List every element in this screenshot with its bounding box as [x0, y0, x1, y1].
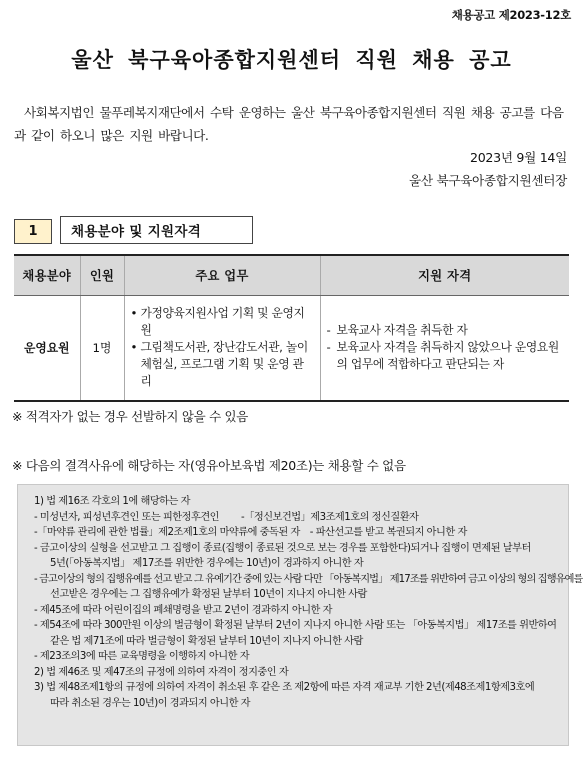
- disqualification-intro-note: ※ 다음의 결격사유에 해당하는 자(영유아보육법 제20조)는 채용할 수 없음: [12, 458, 406, 473]
- disq-item-2: 2) 법 제46조 및 제47조의 규정에 의하여 자격이 정지중인 자: [34, 666, 289, 678]
- disq-subitem: - 제54조에 따라 300만원 이상의 벌금형이 확정된 날부터 2년이 지나지 아니한 사람 또는 「아동복지법」 제17조를 위반하여: [34, 620, 557, 631]
- organization-signature: 울산 북구육아종합지원센터장: [409, 173, 567, 188]
- header-field: 채용분야: [14, 255, 80, 295]
- announcement-date: 2023년 9월 14일: [470, 150, 567, 165]
- duties-list: [125, 305, 320, 390]
- disq-subitem: - 미성년자, 피성년후견인 또는 피한정후견인: [34, 511, 220, 523]
- no-qualified-note: ※ 적격자가 없는 경우 선발하지 않을 수 있음: [12, 409, 249, 424]
- cell-duties: [124, 295, 320, 401]
- disq-item-1-title: 1) 법 제16조 각호의 1에 해당하는 자: [34, 496, 190, 507]
- disq-item-3: 3) 법 제48조제1항의 규정에 의하여 자격이 취소된 후 같은 조 제2항에 따른 자격 재교부 기한 2년(제48조제1항제3호에: [34, 682, 535, 693]
- page-title: 울산 북구육아종합지원센터 직원 채용 공고: [71, 48, 512, 72]
- table-header-row: [14, 255, 569, 295]
- header-qualifications: 지원 자격: [320, 255, 569, 295]
- disq-line: [30, 525, 560, 541]
- disq-line: [30, 510, 560, 526]
- disq-subitem-cont: 같은 법 제71조에 따라 벌금형이 확정된 날부터 10년이 지나지 아니한 사람: [50, 635, 363, 647]
- disq-subitem: -「마약류 관리에 관한 법률」제2조제1호의 마약류에 중독된 자: [34, 527, 300, 538]
- disqualification-box: [17, 484, 583, 746]
- cell-field: 운영요원: [14, 295, 80, 401]
- disq-subitem: - 금고이상의 실형을 선고받고 그 집행이 종료(집행이 종료된 것으로 보는 경우를 포함한다)되거나 집행이 면제된 날부터: [34, 542, 531, 554]
- header-duties: 주요 업무: [124, 255, 320, 295]
- disq-subitem-cont: 5년(「아동복지법」 제17조를 위반한 경우에는 10년)이 경과하지 아니한 자: [50, 558, 364, 569]
- recruitment-table: [14, 254, 569, 402]
- disq-subitem: - 제45조에 따라 어린이집의 폐쇄명령을 받고 2년이 경과하지 아니한 자: [34, 604, 332, 616]
- qualification-item: - 보육교사 자격을 취득하지 않았으나 운영요원의 업무에 적합하다고 판단되는 자: [327, 339, 566, 373]
- notice-number: 채용공고 제2023-12호: [451, 8, 571, 22]
- cell-qualifications: [320, 295, 569, 401]
- header-count: 인원: [80, 255, 124, 295]
- intro-paragraph: 사회복지법인 물푸레복지재단에서 수탁 운영하는 울산 북구육아종합지원센터 직원 채용 공고를 다음과 같이 하오니 많은 지원 바랍니다.: [14, 105, 564, 143]
- disq-subitem: - 금고이상의 형의 집행유예를 선고 받고 그 유예기간 중에 있는 사람 다만 「아동복지법」 제17조를 위반하여 금고 이상의 형의 집행유예를: [34, 573, 583, 585]
- duty-item: • 그림책도서관, 장난감도서관, 놀이체험실, 프로그램 기획 및 운영 관리: [131, 339, 314, 390]
- section-title: 채용분야 및 지원자격: [60, 216, 253, 244]
- disq-subitem: - 제23조의3에 따른 교육명령을 이행하지 아니한 자: [34, 651, 250, 662]
- cell-count: 1명: [80, 295, 124, 401]
- disq-subitem-cont: 선고받은 경우에는 그 집행유예가 확정된 날부터 10년이 지나지 아니한 사람: [50, 589, 367, 600]
- qualifications-list: [321, 322, 570, 373]
- table-row: [14, 295, 569, 401]
- qualification-item: - 보육교사 자격을 취득한 자: [327, 322, 566, 339]
- disq-subitem: - 파산선고를 받고 복권되지 아니한 자: [309, 527, 467, 538]
- disq-subitem: -「정신보건법」제3조제1호의 정신질환자: [241, 511, 419, 523]
- duty-item: • 가정양육지원사업 기획 및 운영지원: [131, 305, 314, 339]
- section-number: 1: [14, 219, 52, 244]
- disq-item-3-cont: 따라 취소된 경우는 10년)이 경과되지 아니한 자: [50, 697, 251, 709]
